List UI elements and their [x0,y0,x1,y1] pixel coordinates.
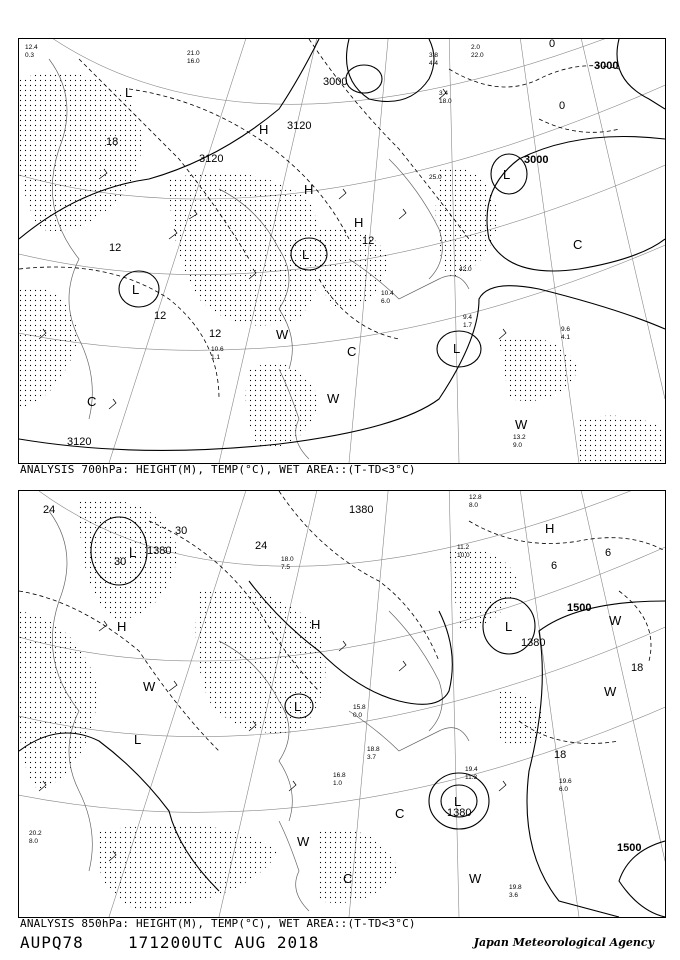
station-obs: 12.8 [469,494,482,501]
wet-areas [19,72,665,463]
system-low: L [294,699,302,714]
system-low: L [505,619,513,634]
system-low: L [453,341,461,356]
temp-label: 0 [559,100,566,112]
temp-label: 12 [154,310,167,322]
station-obs: 25.0 [429,174,442,181]
station-obs: 13.2 [513,434,526,441]
station-obs: 3.6 [509,892,519,899]
height-label: 3120 [67,436,92,448]
station-obs: 3.4 [439,90,449,97]
system-high: H [354,215,364,230]
height-label: 3120 [287,120,312,132]
station-obs: 3.8 [429,52,439,59]
temp-label: 18 [554,749,567,761]
temp-label: 18 [631,662,644,674]
station-obs: 16.0 [187,58,200,65]
height-label: 1380 [447,807,472,819]
system-warm: W [327,391,340,406]
caption-850hpa: ANALYSIS 850hPa: HEIGHT(M), TEMP(°C), WET AREA::(T-TD<3°C) [20,917,416,930]
system-cold: C [87,394,97,409]
system-low: L [125,85,133,100]
height-label: 1380 [349,504,374,516]
system-warm: W [609,613,622,628]
station-obs: 19.6 [559,778,572,785]
height-label: 3000 [323,76,348,88]
station-obs: 10.0 [457,552,470,559]
system-warm: W [297,834,310,849]
temp-label: 30 [114,556,127,568]
temp-label: 24 [255,540,268,552]
system-cold: C [347,344,357,359]
system-low: L [503,167,511,182]
system-warm: W [143,679,156,694]
station-obs: 22.0 [471,52,484,59]
station-obs: 11.3 [465,774,478,781]
station-obs: 6.0 [559,786,569,793]
height-label: 1380 [521,637,546,649]
temp-label: 12 [209,328,222,340]
temp-label: 24 [43,504,56,516]
station-obs: 15.8 [353,704,366,711]
station-obs: 6.0 [381,298,391,305]
system-high: H [545,521,555,536]
temp-label: 12 [109,242,122,254]
station-obs: 1.7 [463,322,473,329]
station-obs: 21.0 [187,50,200,57]
height-label: 3000 [594,60,619,72]
system-cold: C [573,237,583,252]
valid-time: 171200UTC AUG 2018 [128,933,320,952]
map-850hpa-canvas [19,491,665,917]
station-obs: 4.1 [561,334,571,341]
temp-label: 12 [362,235,375,247]
system-high: H [311,617,321,632]
station-obs: 1.1 [211,354,221,361]
station-obs: 20.2 [29,830,42,837]
station-obs: 9.4 [463,314,473,321]
station-obs: 0.3 [25,52,35,59]
station-obs: 4.4 [429,60,439,67]
system-warm: W [515,417,528,432]
system-cold: C [343,871,353,886]
system-cold: C [395,806,405,821]
temp-label: 30 [175,525,188,537]
height-label: 3120 [199,153,224,165]
system-warm: W [469,871,482,886]
map-850hpa [18,490,666,918]
station-obs: 7.5 [281,564,291,571]
temp-label: 6 [551,560,558,572]
station-obs: 10.4 [381,290,394,297]
station-obs: 16.8 [333,772,346,779]
system-low: L [302,247,310,262]
map-700hpa-canvas [19,39,665,463]
system-warm: W [276,327,289,342]
system-low: L [132,282,140,297]
station-obs: 9.6 [561,326,571,333]
map-700hpa [18,38,666,464]
system-low: L [134,732,142,747]
station-obs: 0.0 [353,712,363,719]
height-label: 1500 [617,842,642,854]
station-obs: 18.8 [367,746,380,753]
system-low: L [454,794,462,809]
temp-label: 0 [549,39,556,50]
station-obs: 9.0 [513,442,523,449]
temp-label: 18 [106,136,119,148]
station-obs: 8.0 [29,838,39,845]
station-obs: 18.0 [439,98,452,105]
system-high: H [304,182,314,197]
system-high: H [259,122,269,137]
system-high: H [117,619,127,634]
station-obs: 42.0 [459,266,472,273]
height-label: 1380 [147,545,172,557]
height-label: 1500 [567,602,592,614]
agency-name: Japan Meteorological Agency [473,936,654,949]
station-obs: 10.6 [211,346,224,353]
caption-700hpa: ANALYSIS 700hPa: HEIGHT(M), TEMP(°C), WET AREA::(T-TD<3°C) [20,463,416,476]
station-obs: 8.0 [469,502,479,509]
station-obs: 18.0 [281,556,294,563]
chart-code: AUPQ78 [20,933,84,952]
station-obs: 12.4 [25,44,38,51]
system-low: L [129,545,137,560]
station-obs: 19.8 [509,884,522,891]
system-warm: W [604,684,617,699]
height-label: 3000 [524,154,549,166]
station-obs: 11.2 [457,544,470,551]
station-obs: 19.4 [465,766,478,773]
station-obs: 1.0 [333,780,343,787]
station-obs: 2.0 [471,44,481,51]
station-obs: 3.7 [367,754,377,761]
temp-label: 6 [605,547,612,559]
